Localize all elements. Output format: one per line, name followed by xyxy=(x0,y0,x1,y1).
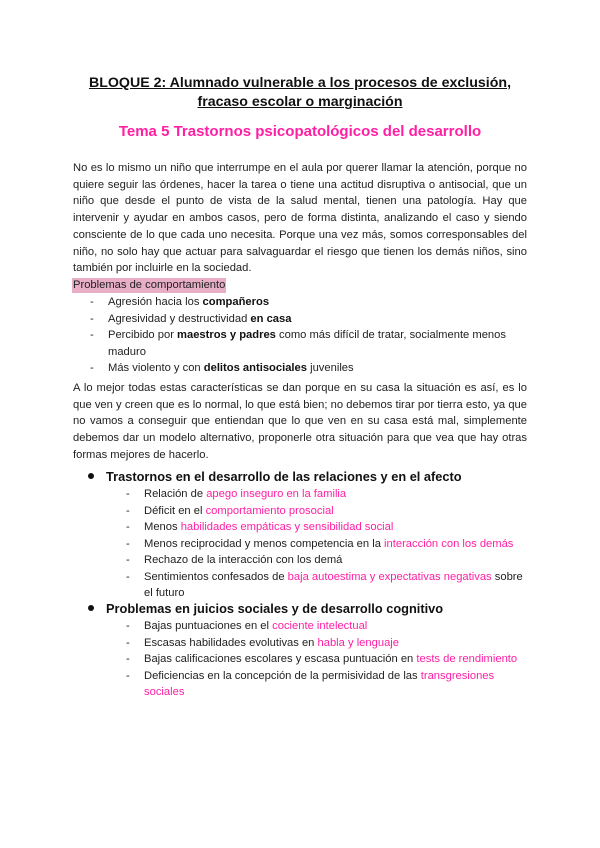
dash-bullet: - xyxy=(126,570,130,583)
dash-bullet: - xyxy=(90,312,94,325)
block-title xyxy=(70,74,530,112)
bullet-dot-icon xyxy=(88,473,94,479)
dash-bullet: - xyxy=(126,636,130,649)
list-item: - Percibido por maestros y padres como más difícil de tratar, socialmente menos maduro xyxy=(90,329,506,358)
list-item: - Más violento y con delitos antisociales juveniles xyxy=(90,360,527,377)
section-heading-cognitive: Problemas en juicios sociales y de desarrollo cognitivo xyxy=(88,601,443,616)
topic-title: Tema 5 Trastornos psicopatológicos del desarrollo xyxy=(118,123,482,140)
dash-bullet: - xyxy=(126,669,130,682)
list-item: - Menos reciprocidad y menos competencia en la interacción con los demás xyxy=(126,536,527,553)
highlighted-heading: Problemas de comportamiento xyxy=(73,279,226,291)
section-heading-relations: Trastornos en el desarrollo de las relaciones y en el afecto xyxy=(88,469,462,484)
bullet-dot-icon xyxy=(88,605,94,611)
block-title-line-2: fracaso escolar o marginación xyxy=(197,94,403,110)
list-item: - Agresividad y destructividad en casa xyxy=(90,311,527,328)
dash-bullet: - xyxy=(126,554,130,566)
cognitive-list xyxy=(126,618,527,701)
list-item: - Relación de apego inseguro en la familia xyxy=(126,486,527,503)
dash-bullet: - xyxy=(90,362,94,374)
dash-bullet: - xyxy=(126,620,130,632)
dash-bullet: - xyxy=(126,488,130,500)
list-item: - Déficit en el comportamiento prosocial xyxy=(126,503,527,520)
second-paragraph: A lo mejor todas estas características se dan porque en su casa la situación es así, es lo que ven y creen que es lo normal, lo que está bien; no debemos tirar por tierra esto, ya que no vamos a conseguir que entiendan que lo que ven en su casa está mal, simplemente debemos dar un modelo alternativo, proponerle otra situación para que vea que hay otras formas mejores de hacerlo. xyxy=(73,382,527,461)
dash-bullet: - xyxy=(126,521,130,533)
block-title-line-1: BLOQUE 2: Alumnado vulnerable a los procesos de exclusión, xyxy=(88,75,512,91)
dash-bullet: - xyxy=(126,537,130,550)
dash-bullet: - xyxy=(90,296,94,308)
behavior-list xyxy=(90,294,527,377)
dash-bullet: - xyxy=(126,504,130,517)
list-item: - Sentimientos confesados de baja autoestima y expectativas negativas sobre el futuro xyxy=(126,570,523,599)
relations-list xyxy=(126,486,527,602)
list-item: - Bajas calificaciones escolares y escasa puntuación en tests de rendimiento xyxy=(126,651,527,668)
list-item: - Menos habilidades empáticas y sensibilidad social xyxy=(126,519,527,536)
list-item: - Escasas habilidades evolutivas en habla y lenguaje xyxy=(126,635,527,652)
list-item: - Agresión hacia los compañeros xyxy=(90,294,527,311)
list-item: - Bajas puntuaciones en el cociente intelectual xyxy=(126,618,527,635)
dash-bullet: - xyxy=(126,653,130,665)
list-item: - Deficiencias en la concepción de la permisividad de las transgresiones sociales xyxy=(126,669,495,698)
intro-paragraph: No es lo mismo un niño que interrumpe en el aula por querer llamar la atención, porque no quiere seguir las órdenes, hacer la tarea o tiene una actitud disruptiva o antisocial, que un niño que desde el punto de vista de la salud mental, tienen una patología. Hay que intervenir y ayudar en ambos casos, pero de forma distinta, analizando el caso y siendo consciente de lo que cada uno necesita. Porque una vez más, somos corresponsables del niño, no solo hay que actuar para salvaguardar el riesgo que tienen los demás niños, sino también por incluirle en la sociedad. xyxy=(73,162,527,275)
dash-bullet: - xyxy=(90,329,94,341)
list-item: - Rechazo de la interacción con los demá xyxy=(126,552,527,569)
